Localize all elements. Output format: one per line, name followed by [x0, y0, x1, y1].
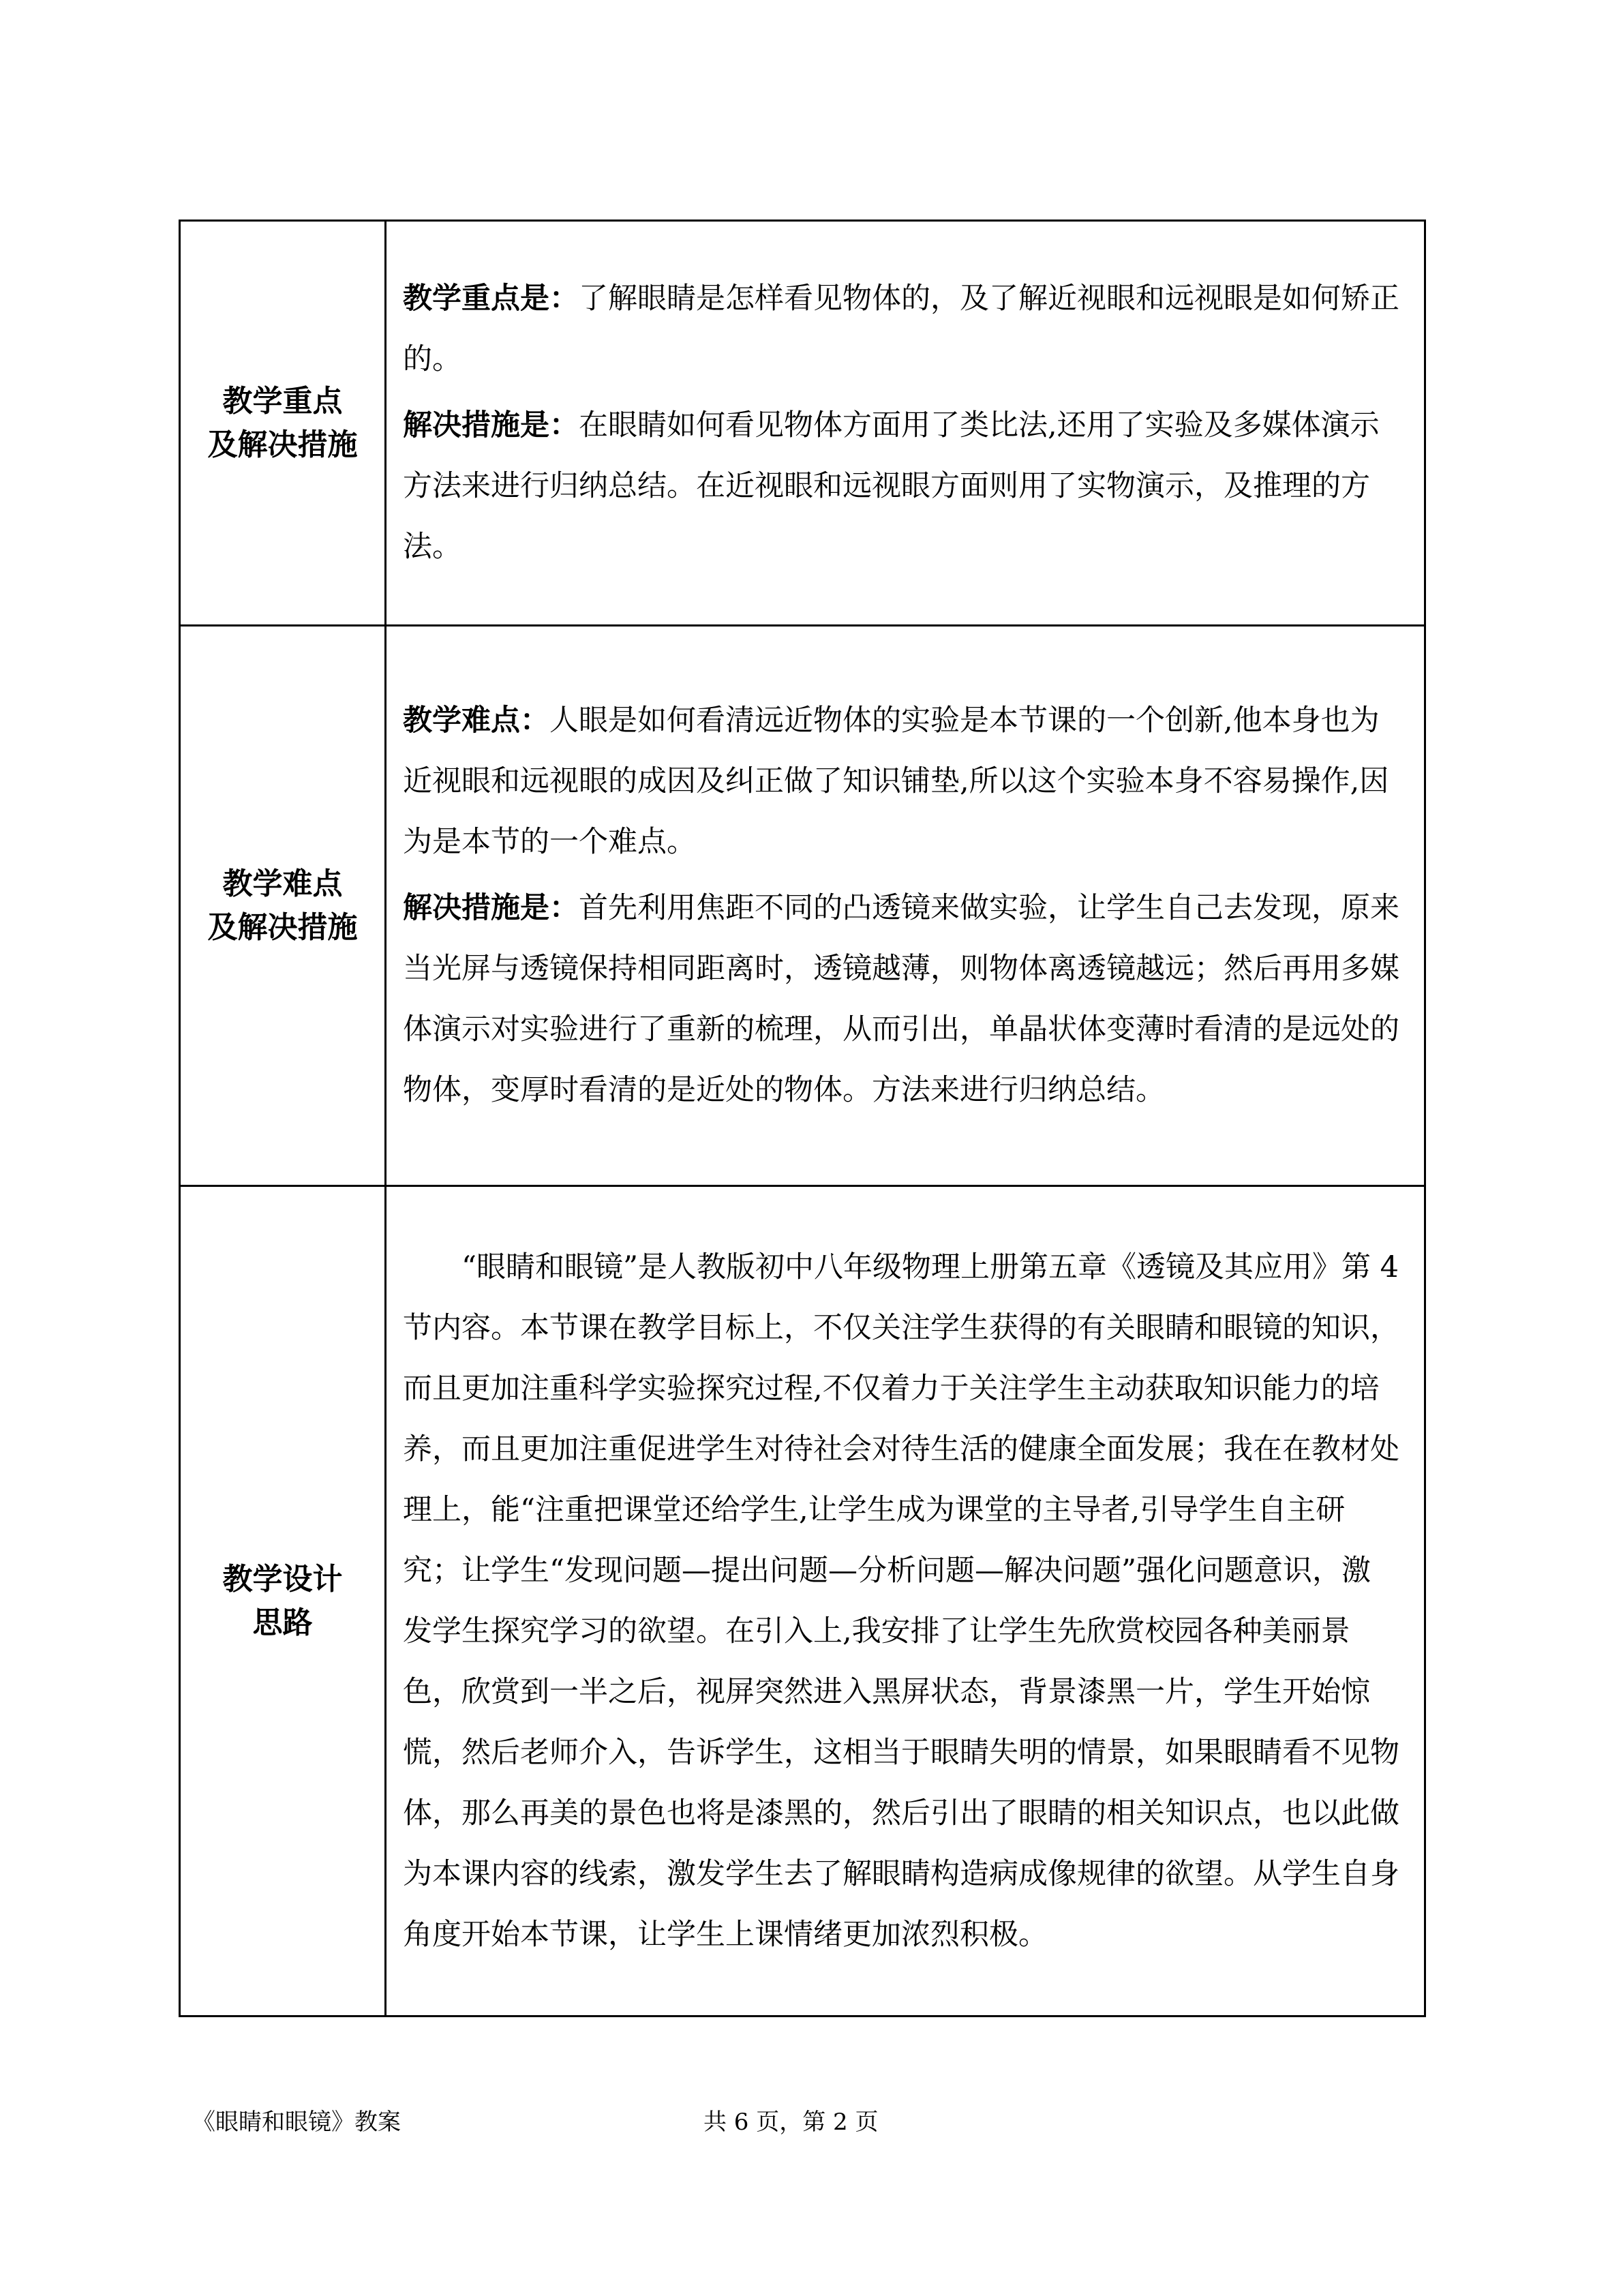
table-row-key-points — [180, 221, 1425, 626]
paragraph-lead: 解决措施是： — [403, 891, 579, 925]
table-row-difficulties — [180, 626, 1425, 1186]
paragraph-lead: 教学重点是： — [403, 282, 579, 316]
paragraph — [403, 878, 1399, 1121]
row-label-line: 思路 — [252, 1605, 313, 1640]
row-label-line: 及解决措施 — [207, 427, 358, 462]
row-label-line: 教学难点 — [222, 866, 343, 901]
paragraph-lead: 教学难点： — [403, 704, 549, 738]
paragraph — [403, 691, 1399, 873]
row-label-line: 及解决措施 — [207, 909, 358, 945]
paragraph-lead: 解决措施是： — [403, 408, 579, 442]
row-label — [180, 626, 386, 1186]
paragraph-text: 人眼是如何看清远近物体的实验是本节课的一个创新,他本身也为近视眼和远视眼的成因及纠正做了知识铺垫,所以这个实验本身不容易操作,因为是本节的一个难点。 — [403, 704, 1389, 859]
row-content — [386, 1186, 1425, 2016]
footer-title: 《眼睛和眼镜》教案 — [192, 2109, 401, 2136]
row-content — [386, 221, 1425, 626]
row-label — [180, 221, 386, 626]
row-content — [386, 626, 1425, 1186]
footer-page-info: 共 6 页，第 2 页 — [703, 2109, 879, 2136]
paragraph-text: “眼睛和眼镜”是人教版初中八年级物理上册第五章《透镜及其应用》第 4 节内容。本节课在教学目标上，不仅关注学生获得的有关眼睛和眼镜的知识，而且更加注重科学实验探究过程,不仅着力于关注学生主动获取知识能力的培养，而且更加注重促进学生对待社会对待生活的健康全面发展；我在在教材处理上，能“注重把课堂还给学生,让学生成为课堂的主导者,引导学生自主研究；让学生“发现问题—提出问题—分析问题—解决问题”强化问题意识，激发学生探究学习的欲望。在引入上,我安排了让学生先欣赏校园各种美丽景色，欣赏到一半之后，视屏突然进入黑屏状态，背景漆黑一片，学生开始惊慌，然后老师介入，告诉学生，这相当于眼睛失明的情景，如果眼睛看不见物体，那么再美的景色也将是漆黑的，然后引出了眼睛的相关知识点，也以此做为本课内容的线索，激发学生去了解眼睛构造病成像规律的欲望。从学生自身角度开始本节课，让学生上课情绪更加浓烈积极。 — [403, 1250, 1399, 1952]
table-row-design-ideas — [180, 1186, 1425, 2016]
row-label — [180, 1186, 386, 2016]
lesson-plan-table — [179, 220, 1426, 2017]
paragraph-text: 首先利用焦距不同的凸透镜来做实验，让学生自己去发现，原来当光屏与透镜保持相同距离时，透镜越薄，则物体离透镜越远；然后再用多媒体演示对实验进行了重新的梳理，从而引出，单晶状体变薄时看清的是远处的物体，变厚时看清的是近处的物体。方法来进行归纳总结。 — [403, 891, 1399, 1107]
row-label-line: 教学设计 — [222, 1561, 343, 1597]
paragraph-text: 在眼睛如何看见物体方面用了类比法,还用了实验及多媒体演示方法来进行归纳总结。在近视眼和远视眼方面则用了实物演示，及推理的方法。 — [403, 408, 1380, 564]
paragraph-text: 了解眼睛是怎样看见物体的，及了解近视眼和远视眼是如何矫正的。 — [403, 282, 1399, 376]
paragraph — [403, 395, 1399, 577]
row-label-line: 教学重点 — [222, 383, 343, 419]
paragraph — [403, 269, 1399, 390]
